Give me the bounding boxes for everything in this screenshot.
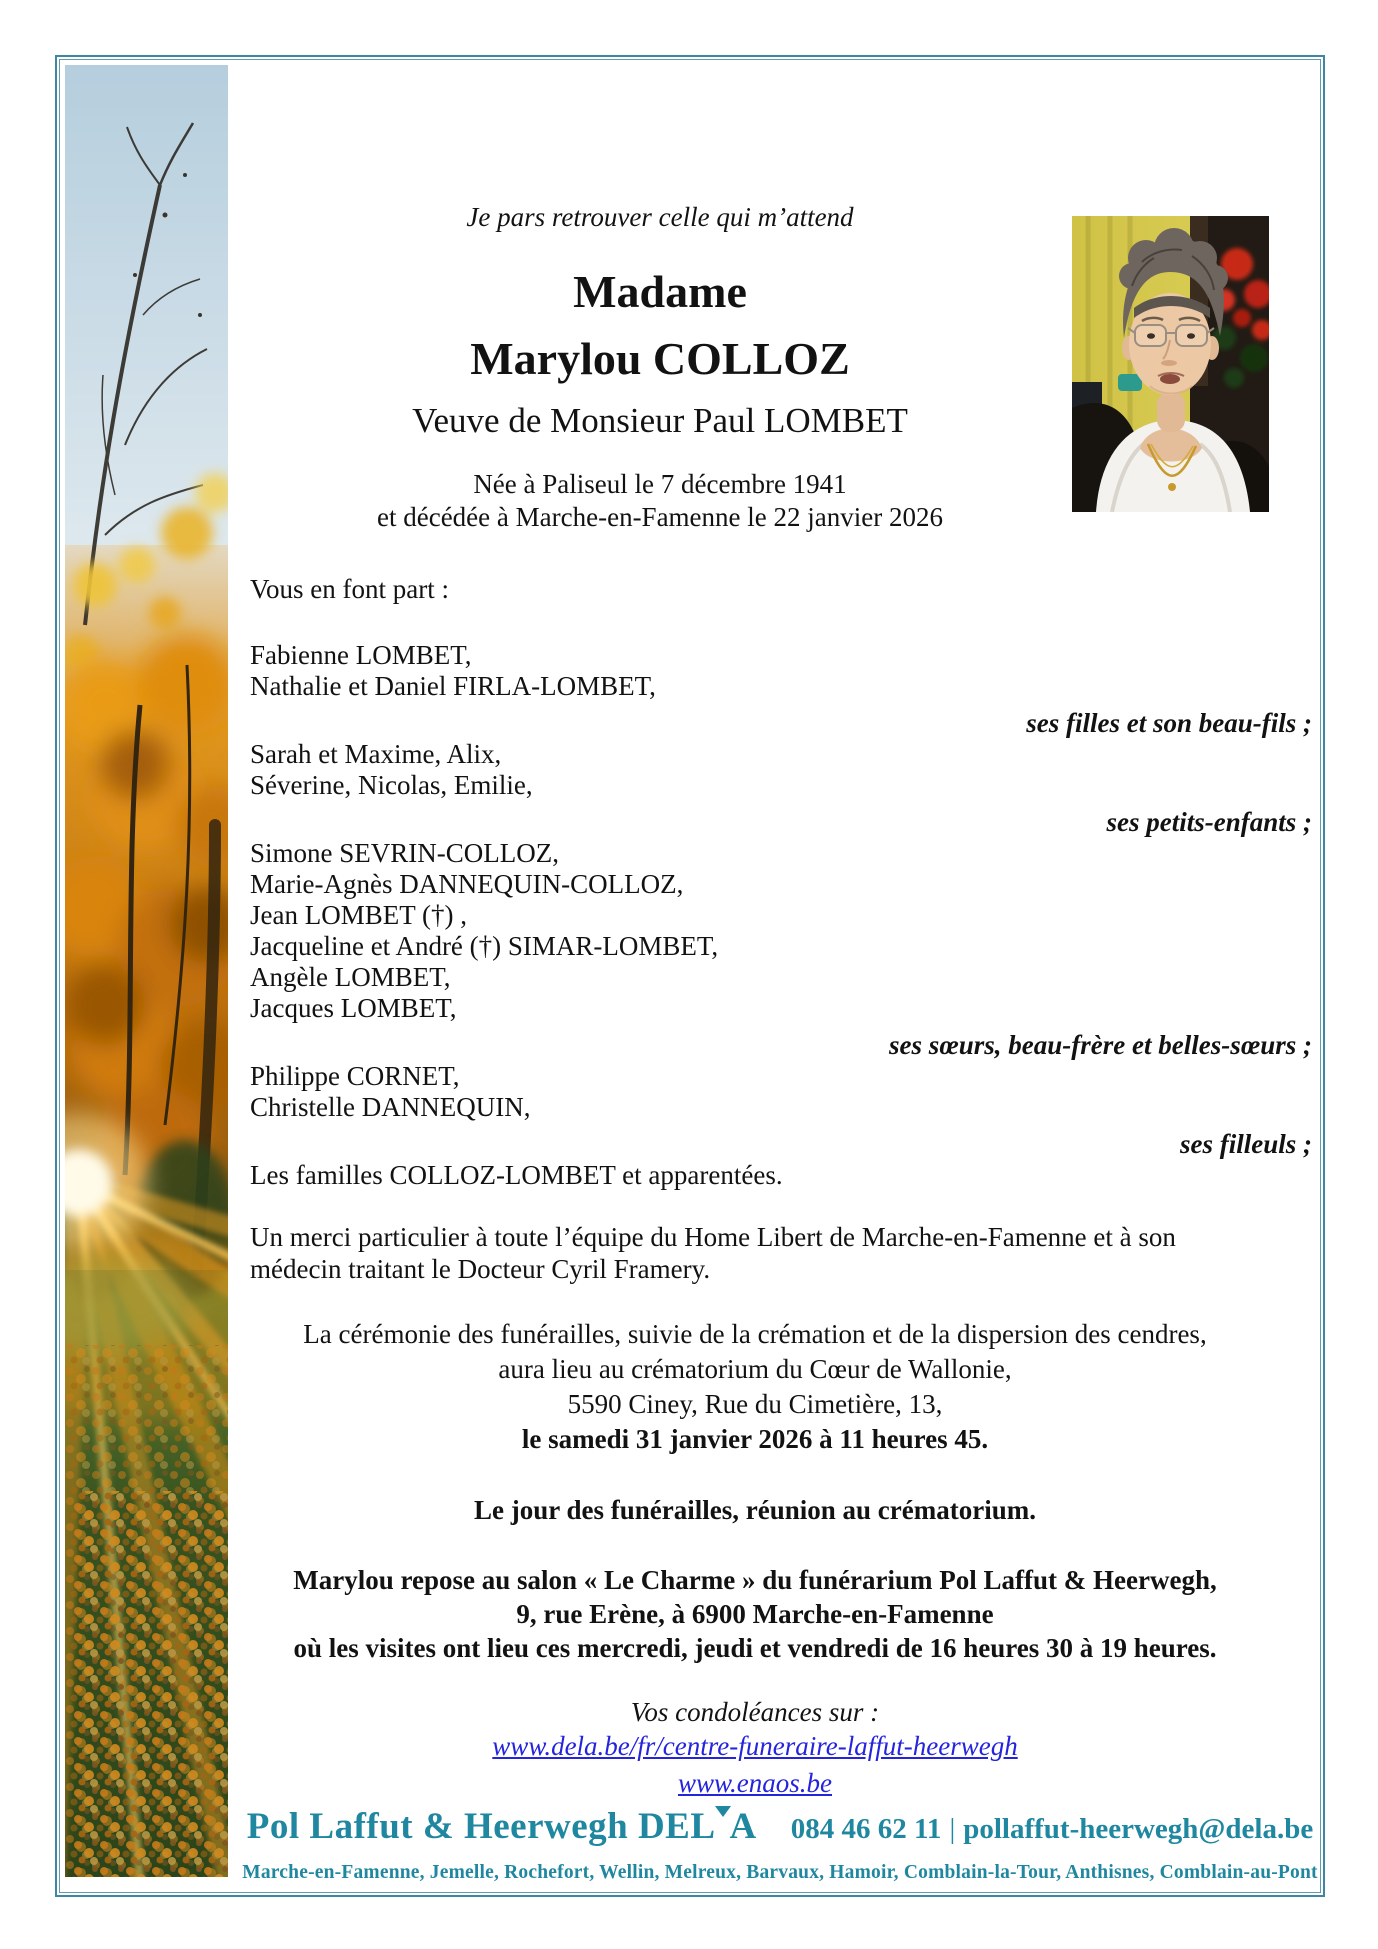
notice-header bbox=[240, 60, 1080, 534]
funeral-home-footer bbox=[240, 1804, 1320, 1885]
family-member-line: Nathalie et Daniel FIRLA-LOMBET, bbox=[250, 671, 656, 701]
family-member-line: Fabienne LOMBET, bbox=[250, 640, 472, 670]
funeral-home-phone: 084 46 62 11 bbox=[790, 1813, 942, 1845]
funeral-home-locations: Marche-en-Famenne, Jemelle, Rochefort, Wellin, Melreux, Barvaux, Hamoir, Comblain-la-Tour, Anthisnes, Comblain-au-Pont bbox=[242, 1862, 1318, 1883]
autumn-forest-photo-strip bbox=[65, 65, 228, 1877]
family-member-line: Séverine, Nicolas, Emilie, bbox=[250, 770, 533, 800]
family-member-line: Simone SEVRIN-COLLOZ, bbox=[250, 838, 559, 868]
condolences-label: Vos condoléances sur : bbox=[630, 1697, 880, 1727]
page-border-frame bbox=[55, 55, 1325, 1897]
thanks-line: Un merci particulier à toute l’équipe du Home Libert de Marche-en-Famenne et à son bbox=[250, 1222, 1176, 1252]
family-member-line: Angèle LOMBET, bbox=[250, 962, 451, 992]
family-member-line: Marie-Agnès DANNEQUIN-COLLOZ, bbox=[250, 869, 684, 899]
page-border-frame-inner bbox=[59, 59, 1321, 1893]
condolence-link-enaos[interactable]: www.enaos.be bbox=[678, 1768, 832, 1798]
widow-line: Veuve de Monsieur Paul LOMBET bbox=[412, 401, 908, 440]
families-line: Les familles COLLOZ-LOMBET et apparentées. bbox=[250, 1160, 783, 1190]
family-member-line: Jacqueline et André (†) SIMAR-LOMBET, bbox=[250, 931, 719, 961]
deceased-title: Madame bbox=[573, 266, 747, 317]
relation-label: ses filles et son beau-fils ; bbox=[1026, 708, 1312, 738]
memorial-quote: Je pars retrouver celle qui m’attend bbox=[466, 202, 854, 232]
ceremony-line: aura lieu au crématorium du Cœur de Wallonie, bbox=[498, 1354, 1012, 1384]
dela-logo-triangle-icon bbox=[715, 1806, 731, 1817]
contact-separator: | bbox=[949, 1813, 956, 1845]
thanks-paragraph bbox=[240, 1221, 1320, 1285]
repose-line: Marylou repose au salon « Le Charme » du funérarium Pol Laffut & Heerwegh, bbox=[293, 1565, 1217, 1595]
family-member-line: Philippe CORNET, bbox=[250, 1061, 460, 1091]
relation-label: ses petits-enfants ; bbox=[1106, 807, 1312, 837]
family-member-line: Jean LOMBET (†) , bbox=[250, 900, 467, 930]
repose-line: où les visites ont lieu ces mercredi, jeudi et vendredi de 16 heures 30 à 19 heures. bbox=[293, 1633, 1217, 1663]
relation-label: ses sœurs, beau-frère et belles-sœurs ; bbox=[889, 1030, 1312, 1060]
family-member-line: Sarah et Maxime, Alix, bbox=[250, 739, 502, 769]
family-member-line: Jacques LOMBET, bbox=[250, 993, 457, 1023]
ceremony-block bbox=[240, 1317, 1320, 1457]
autumn-forest-illustration bbox=[65, 65, 228, 1877]
reunion-line: Le jour des funérailles, réunion au crématorium. bbox=[474, 1495, 1036, 1525]
repose-block bbox=[240, 1563, 1320, 1665]
repose-line: 9, rue Erène, à 6900 Marche-en-Famenne bbox=[516, 1599, 994, 1629]
deceased-name: Marylou COLLOZ bbox=[470, 333, 850, 384]
death-line: et décédée à Marche-en-Famenne le 22 janvier 2026 bbox=[377, 502, 943, 532]
funeral-datetime: le samedi 31 janvier 2026 à 11 heures 45. bbox=[521, 1424, 989, 1454]
condolence-link-dela[interactable]: www.dela.be/fr/centre-funeraire-laffut-heerwegh bbox=[492, 1731, 1018, 1761]
condolences-block bbox=[240, 1695, 1320, 1803]
thanks-line: médecin traitant le Docteur Cyril Framery. bbox=[250, 1254, 711, 1284]
funeral-home-email: pollaffut-heerwegh@dela.be bbox=[963, 1813, 1314, 1845]
family-member-line: Christelle DANNEQUIN, bbox=[250, 1092, 531, 1122]
ceremony-line: La cérémonie des funérailles, suivie de la crémation et de la dispersion des cendres, bbox=[303, 1319, 1207, 1349]
birth-line: Née à Paliseul le 7 décembre 1941 bbox=[473, 469, 847, 499]
ceremony-line: 5590 Ciney, Rue du Cimetière, 13, bbox=[567, 1389, 943, 1419]
funeral-home-logo: Pol Laffut & Heerwegh DEL A bbox=[246, 1806, 757, 1847]
funeral-home-contact bbox=[791, 1813, 1313, 1845]
notice-body bbox=[240, 60, 1320, 1803]
relation-label: ses filleuls ; bbox=[1180, 1129, 1312, 1159]
announcement-intro: Vous en font part : bbox=[250, 574, 449, 604]
